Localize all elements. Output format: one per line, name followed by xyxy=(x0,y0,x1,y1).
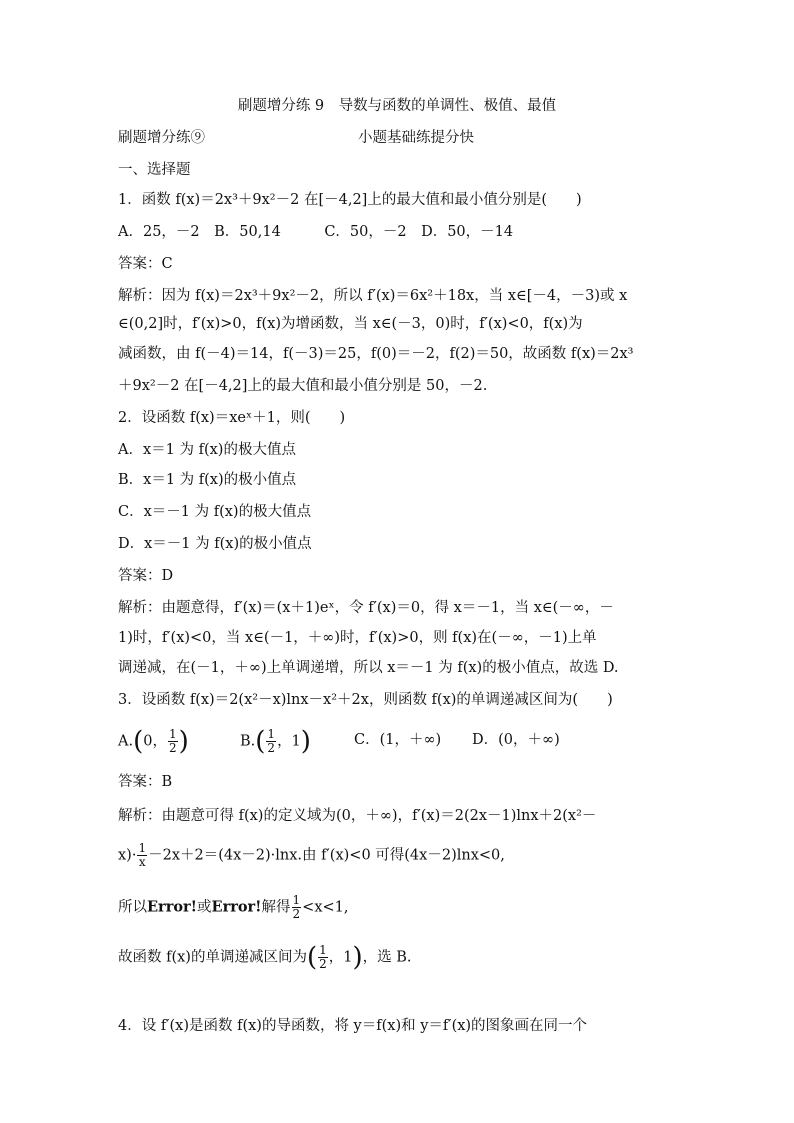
q3-option-b: B.( $\frac{1}{2}$ ，1) xyxy=(240,726,311,757)
subtitle-left: 刷题增分练⑨ xyxy=(118,130,205,146)
error-field: Error! xyxy=(211,898,262,916)
q3-stem: 3．设函数 f(x)＝2(x²－x)lnx－x²＋2x，则函数 f(x)的单调递减区间为( ) xyxy=(118,692,613,708)
q2-option-b: B．x＝1 为 f(x)的极小值点 xyxy=(118,472,297,488)
subtitle-row xyxy=(118,128,474,148)
q1-analysis-line: 解析：因为 f(x)＝2x³＋9x²－2，所以 f′(x)＝6x²＋18x，当 x∈[－4，－3)或 x xyxy=(118,288,628,304)
q3-analysis-line: 解析：由题意可得 f(x)的定义域为(0，＋∞)，f′(x)＝2(2x－1)lnx＋2(x²－ xyxy=(118,808,597,824)
q2-analysis-line: 调递减，在(－1，＋∞)上单调递增，所以 x＝－1 为 f(x)的极小值点，故选 D. xyxy=(118,660,619,676)
q1-answer: 答案：C xyxy=(118,256,173,272)
q3-option-d: D．(0，＋∞) xyxy=(472,732,560,748)
fraction-one-half: $\frac{1}{2}$ xyxy=(267,727,276,755)
section-heading: 一、选择题 xyxy=(118,162,191,178)
page-title: 刷题增分练 9 导数与函数的单调性、极值、最值 xyxy=(237,98,557,114)
q3-option-a: A.(0， $\frac{1}{2}$ ) xyxy=(118,726,189,757)
q4-stem: 4．设 f′(x)是函数 f(x)的导函数，将 y＝f(x)和 y＝f′(x)的图象画在同一个 xyxy=(118,1018,588,1034)
q2-analysis-line: 解析：由题意得，f′(x)＝(x＋1)eˣ，令 f′(x)＝0，得 x＝－1，当 x∈(－∞，－ xyxy=(118,600,614,616)
q3-analysis-line: 故函数 f(x)的单调递减区间为( $\frac{1}{2}$ ，1)，选 B. xyxy=(118,942,412,973)
q3-analysis-line: x)· $\frac{1}{x}$ －2x＋2＝(4x－2)·lnx.由 f′(x)<0 可得(4x－2)lnx<0, xyxy=(118,841,505,869)
q2-option-d: D．x＝－1 为 f(x)的极小值点 xyxy=(118,536,312,552)
q2-stem: 2．设函数 f(x)＝xeˣ＋1，则( ) xyxy=(118,410,346,426)
q3-option-c: C．(1，＋∞) xyxy=(354,732,442,748)
fraction-one-half: $\frac{1}{2}$ xyxy=(319,943,327,971)
q3-options xyxy=(118,726,560,757)
q1-analysis-line: ∈(0,2]时，f′(x)>0，f(x)为增函数，当 x∈(－3，0)时，f′(x)<0，f(x)为 xyxy=(118,316,583,332)
fraction-one-half: $\frac{1}{2}$ xyxy=(292,893,301,921)
fraction-one-half: $\frac{1}{2}$ xyxy=(168,727,177,755)
q3-answer: 答案：B xyxy=(118,774,173,790)
q1-analysis-line: ＋9x²－2 在[－4,2]上的最大值和最小值分别是 50，－2. xyxy=(118,378,488,394)
error-field: Error! xyxy=(147,898,198,916)
fraction-one-over-x: $\frac{1}{x}$ xyxy=(138,841,147,869)
subtitle-right: 小题基础练提分快 xyxy=(358,130,474,146)
q2-analysis-line: 1)时，f′(x)<0，当 x∈(－1，＋∞)时，f′(x)>0，则 f(x)在(－∞，－1)上单 xyxy=(118,630,597,646)
q1-options: A．25，－2 B．50,14 C．50，－2 D．50，－14 xyxy=(118,224,514,240)
q3-analysis-line: 所以Error!或Error!解得 $\frac{1}{2}$ <x<1, xyxy=(118,893,349,921)
q2-option-a: A．x＝1 为 f(x)的极大值点 xyxy=(118,442,296,458)
q1-stem: 1．函数 f(x)＝2x³＋9x²－2 在[－4,2]上的最大值和最小值分别是( ) xyxy=(118,192,582,208)
q2-option-c: C．x＝－1 为 f(x)的极大值点 xyxy=(118,504,312,520)
q1-analysis-line: 减函数，由 f(－4)＝14，f(－3)＝25，f(0)＝－2，f(2)＝50，故函数 f(x)＝2x³ xyxy=(118,346,634,362)
q2-answer: 答案：D xyxy=(118,568,174,584)
